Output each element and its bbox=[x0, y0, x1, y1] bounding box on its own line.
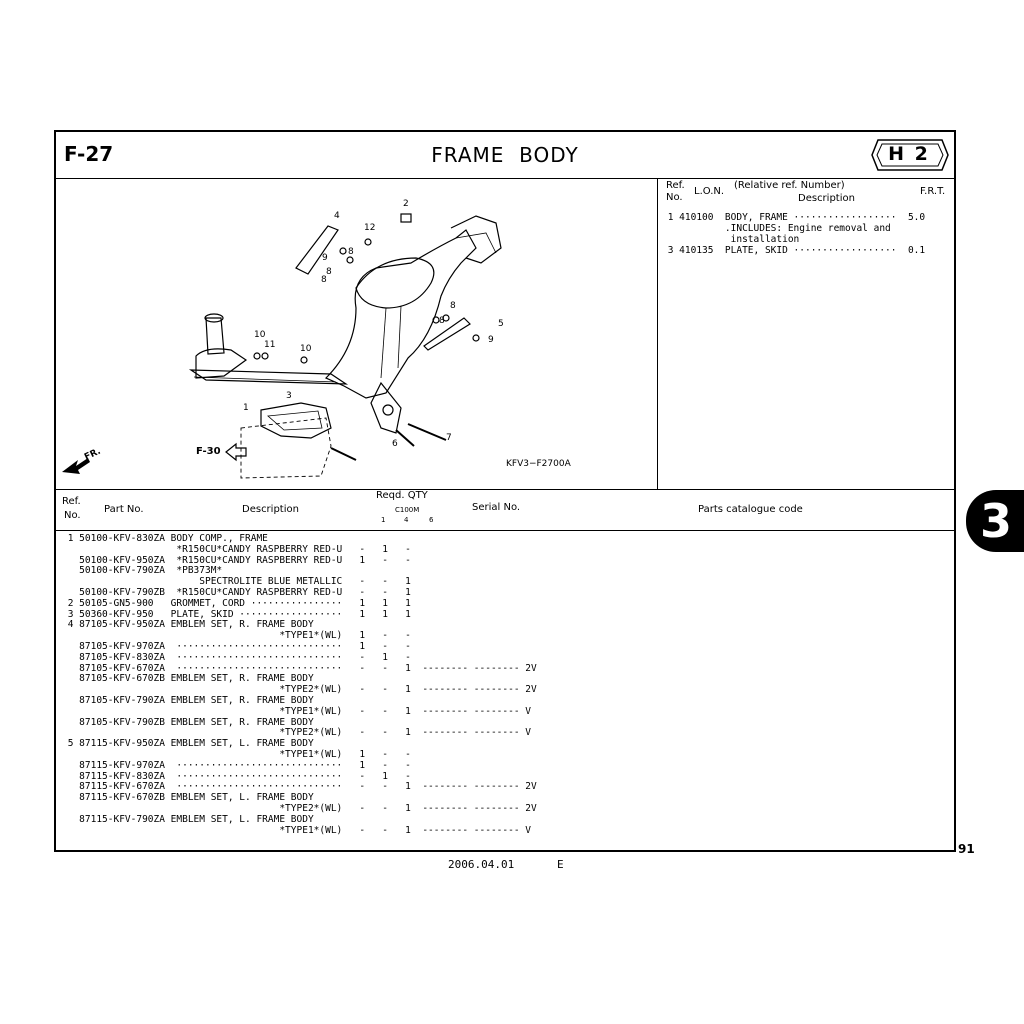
callout-11: 11 bbox=[264, 340, 276, 350]
f30-ref-arrow bbox=[226, 444, 246, 460]
section-tab-label: 3 bbox=[980, 494, 1013, 548]
section-code-badge bbox=[870, 138, 950, 176]
lon-row: installation bbox=[662, 234, 800, 245]
lon-row: 1 410100 BODY, FRAME ·················· 5.0 bbox=[662, 212, 926, 223]
parts-row: *TYPE1*(WL) - - 1 -------- -------- V bbox=[62, 705, 531, 717]
callout-5: 5 bbox=[498, 319, 504, 329]
description-header: Description bbox=[242, 504, 299, 515]
parts-row: 87105-KFV-790ZA EMBLEM SET, R. FRAME BODY bbox=[62, 694, 314, 706]
frame-lower-bracket bbox=[371, 383, 401, 433]
labor-operation-table bbox=[658, 178, 954, 490]
callout-10b: 10 bbox=[300, 344, 312, 354]
parts-row: 1 50100-KFV-830ZA BODY COMP., FRAME bbox=[62, 533, 268, 544]
front-direction-arrow bbox=[62, 447, 102, 474]
frame-rear-section bbox=[451, 216, 501, 263]
catalogue-code-header: Parts catalogue code bbox=[698, 504, 803, 515]
callout-8e: 8 bbox=[439, 316, 445, 326]
parts-row: *TYPE2*(WL) - - 1 -------- -------- 2V bbox=[62, 684, 537, 696]
parts-row: *TYPE2*(WL) - - 1 -------- -------- 2V bbox=[62, 802, 537, 814]
callout-7: 7 bbox=[446, 433, 452, 443]
section-code: H 2 bbox=[888, 143, 930, 165]
parts-row: 87105-KFV-670ZA ····························· - - 1 -------- -------- 2V bbox=[62, 662, 537, 674]
figure-number: F-27 bbox=[64, 142, 114, 166]
reqd-qty-header: Reqd. QTY bbox=[376, 490, 428, 501]
publication-date: 2006.04.01 bbox=[448, 858, 515, 871]
callout-8d: 8 bbox=[450, 301, 456, 311]
edition-mark: E bbox=[557, 858, 564, 871]
reference-dashed-box bbox=[241, 418, 331, 478]
exploded-view-illustration bbox=[56, 178, 658, 490]
qty-col-1: 1 bbox=[381, 516, 386, 524]
model-header: C100M bbox=[395, 506, 420, 514]
lon-ref-header: Ref. bbox=[666, 180, 685, 191]
page-header bbox=[56, 132, 954, 179]
qty-col-6: 6 bbox=[429, 516, 434, 524]
section-tab[interactable] bbox=[966, 490, 1024, 552]
bolt-7 bbox=[408, 424, 446, 440]
callout-6: 6 bbox=[392, 439, 398, 449]
qty-col-4: 4 bbox=[404, 516, 409, 524]
parts-row: 50100-KFV-950ZA *R150CU*CANDY RASPBERRY RED-U 1 - - bbox=[62, 554, 411, 566]
callout-8c: 8 bbox=[321, 275, 327, 285]
callout-10a: 10 bbox=[254, 330, 266, 340]
parts-list bbox=[62, 534, 537, 836]
parts-row: *R150CU*CANDY RASPBERRY RED-U - 1 - bbox=[62, 543, 411, 555]
parts-row: 87115-KFV-970ZA ····························· 1 - - bbox=[62, 759, 411, 771]
bolt-6 bbox=[396, 430, 414, 446]
emblem-set-left bbox=[424, 318, 470, 350]
callout-8b: 8 bbox=[326, 267, 332, 277]
parts-row: 87105-KFV-790ZB EMBLEM SET, R. FRAME BODY bbox=[62, 716, 314, 728]
illustration-code: KFV3−F2700A bbox=[506, 459, 571, 469]
parts-row: 87105-KFV-830ZA ····························· - 1 - bbox=[62, 651, 411, 663]
parts-row: *TYPE1*(WL) 1 - - bbox=[62, 748, 411, 760]
parts-row: 87115-KFV-670ZB EMBLEM SET, L. FRAME BODY bbox=[62, 792, 314, 804]
parts-row: 5 87115-KFV-950ZA EMBLEM SET, L. FRAME BODY bbox=[62, 738, 314, 750]
lon-row: 3 410135 PLATE, SKID ·················· 0.1 bbox=[662, 245, 926, 256]
lon-description-header: Description bbox=[798, 193, 855, 204]
parts-row: 50100-KFV-790ZA *PB373M* bbox=[62, 565, 223, 577]
parts-row: 87115-KFV-830ZA ····························· - 1 - bbox=[62, 770, 411, 782]
parts-row: 87105-KFV-670ZB EMBLEM SET, R. FRAME BODY bbox=[62, 673, 314, 685]
ref-header: Ref. bbox=[62, 496, 81, 507]
callout-9b: 9 bbox=[488, 335, 494, 345]
page-title: FRAME BODY bbox=[431, 143, 579, 167]
page-number: 91 bbox=[958, 842, 975, 856]
catalogue-page bbox=[54, 130, 956, 852]
parts-row: *TYPE2*(WL) - - 1 -------- -------- V bbox=[62, 727, 531, 739]
parts-row: 87115-KFV-670ZA ····························· - - 1 -------- -------- 2V bbox=[62, 781, 537, 793]
lon-rows bbox=[662, 212, 952, 256]
part-no-header: Part No. bbox=[104, 504, 144, 515]
lon-row: .INCLUDES: Engine removal and bbox=[662, 223, 891, 234]
callout-1: 1 bbox=[243, 403, 249, 413]
front-direction-label: FR. bbox=[83, 446, 103, 463]
callout-2: 2 bbox=[403, 199, 409, 209]
lon-frt-header: F.R.T. bbox=[920, 186, 946, 197]
lon-code-header: L.O.N. bbox=[694, 186, 725, 197]
lon-relative-header: (Relative ref. Number) bbox=[734, 180, 845, 191]
f30-ref-label: F-30 bbox=[196, 446, 221, 457]
parts-row: 87115-KFV-790ZA EMBLEM SET, L. FRAME BODY bbox=[62, 813, 314, 825]
parts-row: SPECTROLITE BLUE METALLIC - - 1 bbox=[62, 576, 411, 588]
parts-row: 50100-KFV-790ZB *R150CU*CANDY RASPBERRY RED-U - - 1 bbox=[62, 586, 411, 598]
callout-3: 3 bbox=[286, 391, 292, 401]
serial-no-header: Serial No. bbox=[472, 502, 521, 513]
bolt-skid bbox=[331, 448, 356, 460]
parts-list-header bbox=[56, 490, 954, 531]
parts-row: 3 50360-KFV-950 PLATE, SKID ·················· 1 1 1 bbox=[62, 608, 411, 620]
parts-row: 87105-KFV-970ZA ····························· 1 - - bbox=[62, 640, 411, 652]
frame-body-drawing bbox=[56, 178, 656, 488]
callout-9: 9 bbox=[322, 253, 328, 263]
no-header: No. bbox=[64, 510, 81, 521]
callout-8a: 8 bbox=[348, 247, 354, 257]
parts-row: 4 87105-KFV-950ZA EMBLEM SET, R. FRAME BODY bbox=[62, 619, 314, 631]
lon-no-header: No. bbox=[666, 192, 683, 203]
grommet-cord bbox=[401, 214, 411, 222]
callout-4: 4 bbox=[334, 211, 340, 221]
callout-12: 12 bbox=[364, 223, 376, 233]
parts-row: 2 50105-GN5-900 GROMMET, CORD ················ 1 1 1 bbox=[62, 597, 411, 609]
parts-row: *TYPE1*(WL) - - 1 -------- -------- V bbox=[62, 824, 531, 836]
parts-row: *TYPE1*(WL) 1 - - bbox=[62, 630, 411, 642]
